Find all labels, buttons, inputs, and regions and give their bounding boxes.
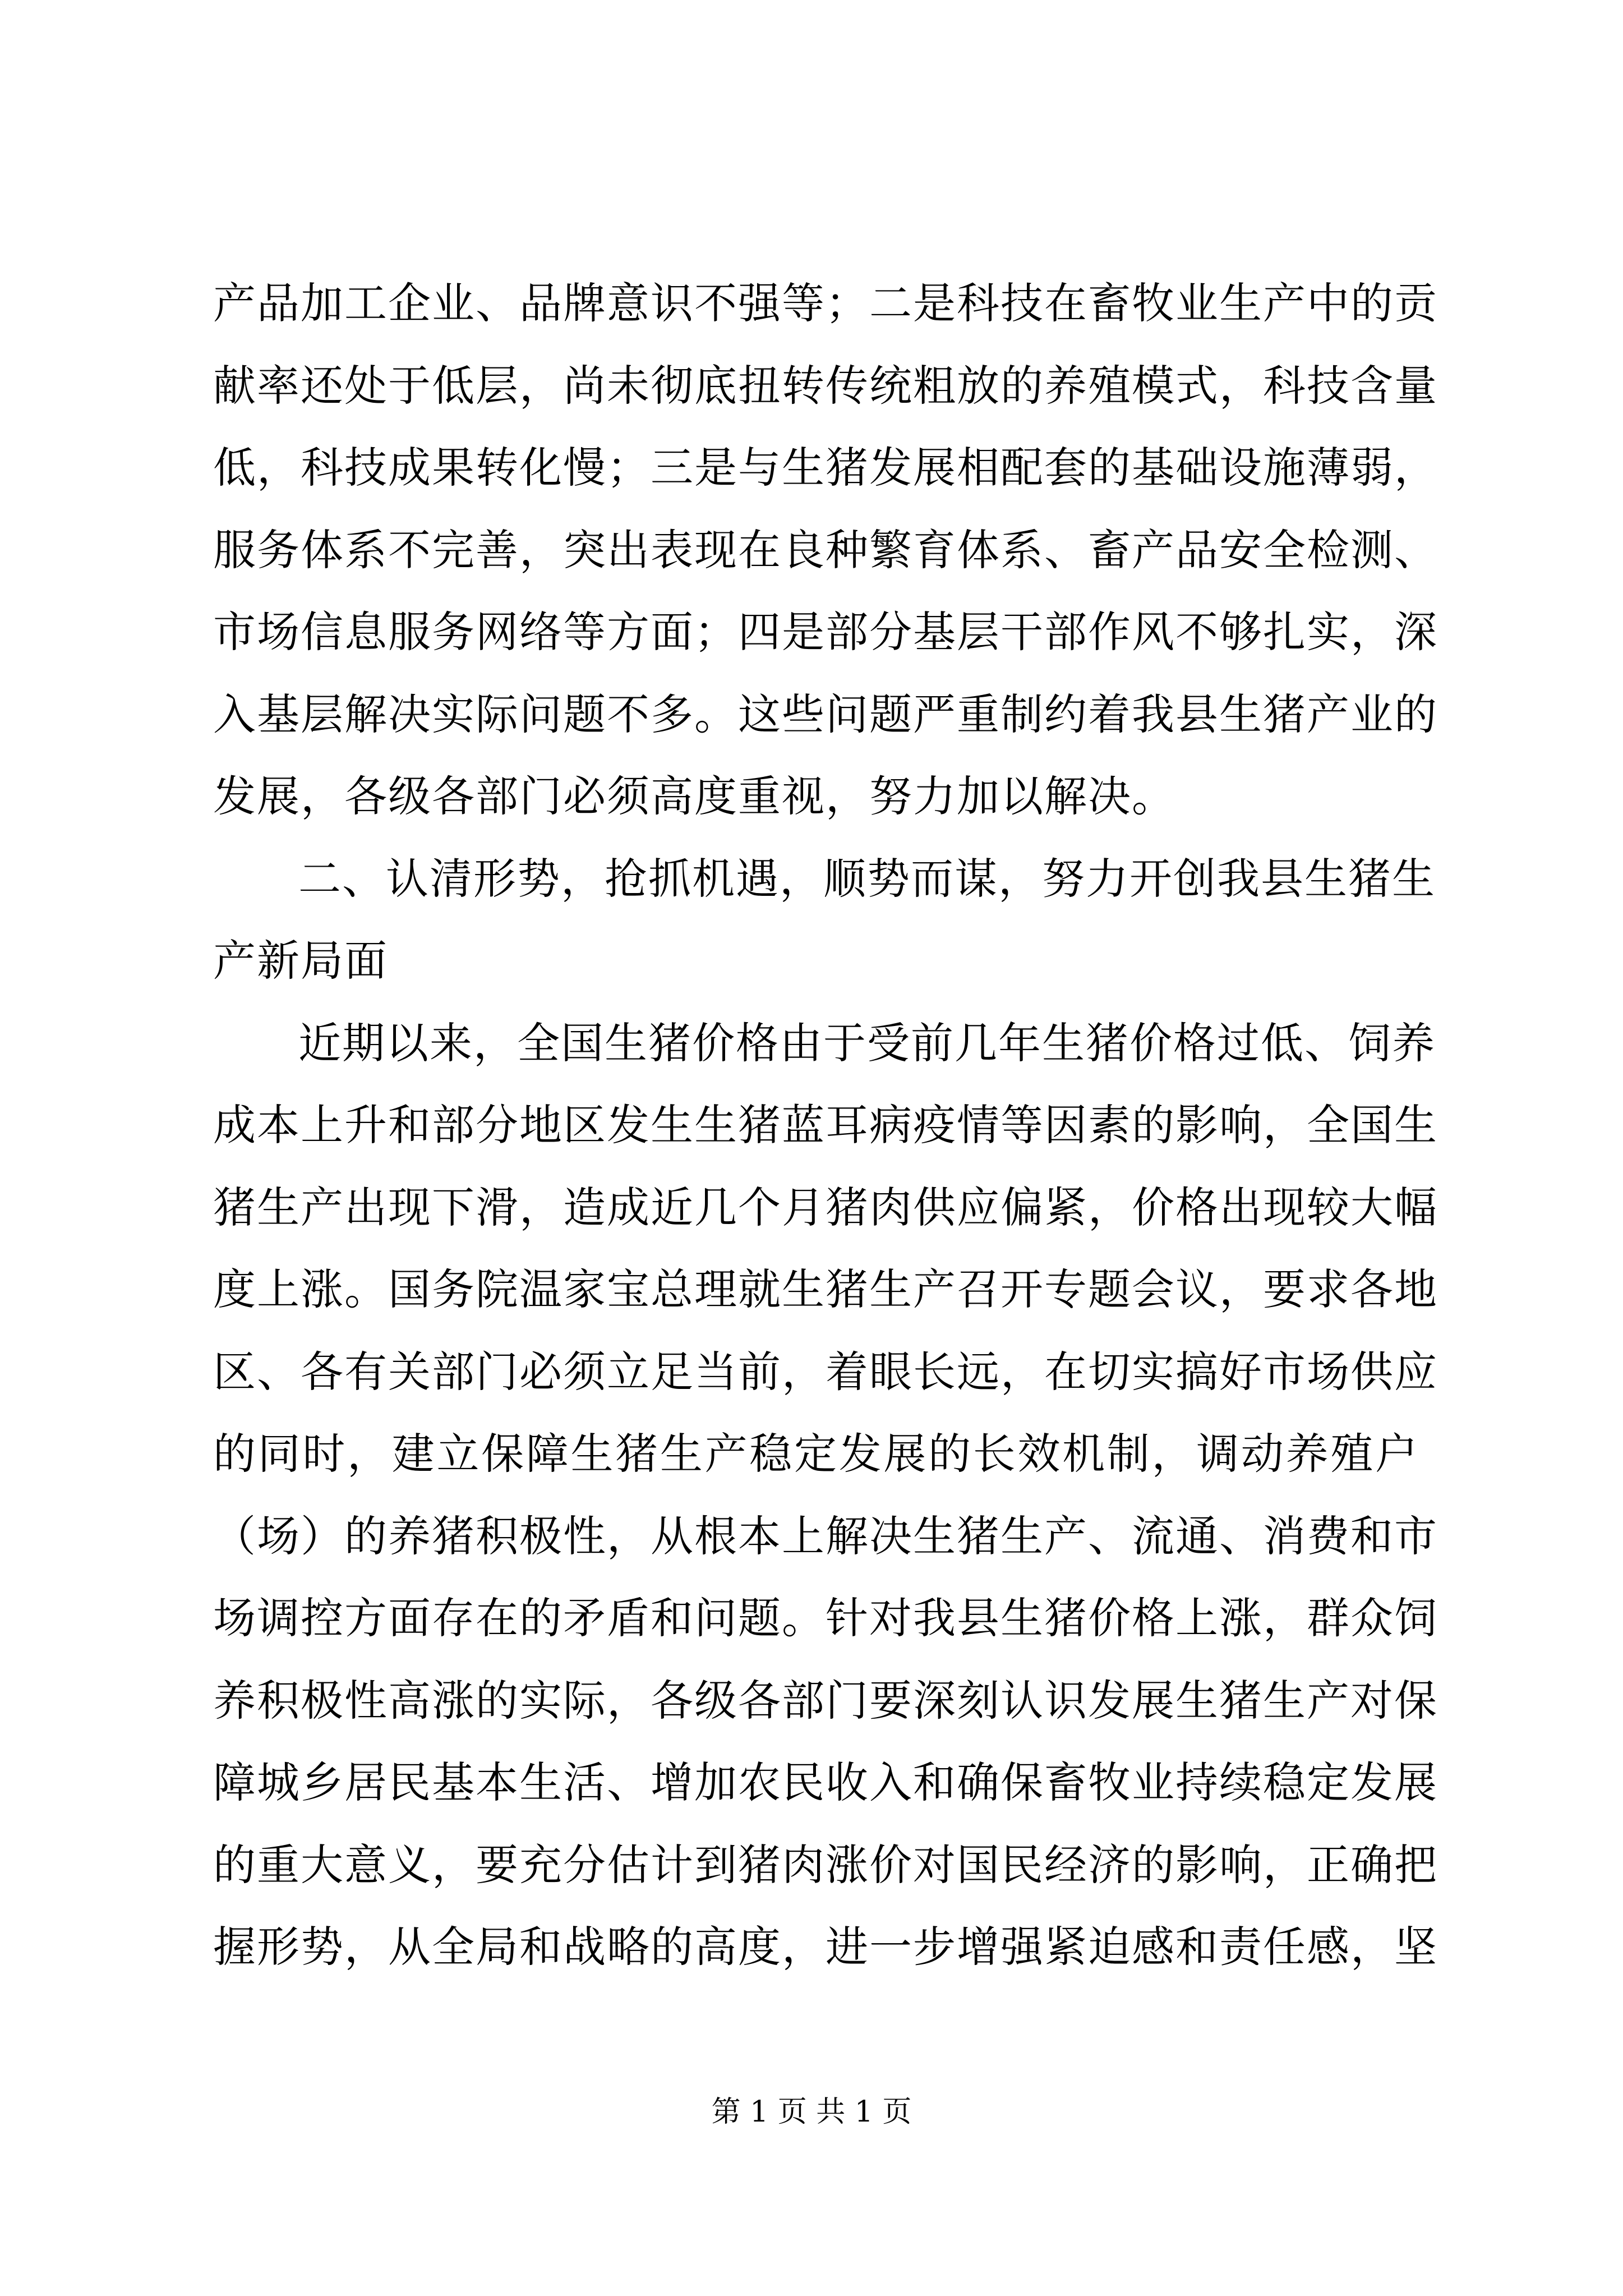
body-line: 入基层解决实际问题不多。这些问题严重制约着我县生猪产业的 (213, 689, 1438, 739)
body-line: 养积极性高涨的实际，各级各部门要深刻认识发展生猪生产对保 (213, 1675, 1438, 1726)
body-line: （场）的养猪积极性，从根本上解决生猪生产、流通、消费和市 (213, 1511, 1438, 1561)
body-line: 近期以来，全国生猪价格由于受前几年生猪价格过低、饲养 (298, 1018, 1436, 1068)
section-heading-line: 产新局面 (213, 936, 388, 986)
body-line: 的重大意义，要充分估计到猪肉涨价对国民经济的影响，正确把 (213, 1839, 1438, 1890)
body-line: 度上涨。国务院温家宝总理就生猪生产召开专题会议，要求各地 (213, 1264, 1438, 1314)
body-line: 的同时，建立保障生猪生产稳定发展的长效机制，调动养殖户 (213, 1429, 1419, 1479)
body-line: 场调控方面存在的矛盾和问题。针对我县生猪价格上涨，群众饲 (213, 1593, 1438, 1643)
section-heading-line: 二、认清形势，抢抓机遇，顺势而谋，努力开创我县生猪生 (298, 853, 1436, 904)
body-line: 猪生产出现下滑，造成近几个月猪肉供应偏紧，价格出现较大幅 (213, 1182, 1438, 1232)
body-line: 献率还处于低层，尚未彻底扭转传统粗放的养殖模式，科技含量 (213, 360, 1438, 411)
body-line: 低，科技成果转化慢；三是与生猪发展相配套的基础设施薄弱， (213, 443, 1438, 493)
body-line: 障城乡居民基本生活、增加农民收入和确保畜牧业持续稳定发展 (213, 1757, 1438, 1807)
body-line: 成本上升和部分地区发生生猪蓝耳病疫情等因素的影响，全国生 (213, 1100, 1438, 1150)
document-body (213, 263, 1438, 1989)
body-line: 区、各有关部门必须立足当前，着眼长远，在切实搞好市场供应 (213, 1346, 1438, 1397)
body-line: 握形势，从全局和战略的高度，进一步增强紧迫感和责任感，坚 (213, 1922, 1438, 1972)
body-line: 市场信息服务网络等方面；四是部分基层干部作风不够扎实，深 (213, 607, 1438, 657)
body-line: 发展，各级各部门必须高度重视，努力加以解决。 (213, 771, 1175, 821)
page-number-footer: 第 1 页 共 1 页 (711, 2095, 912, 2129)
body-line: 服务体系不完善，突出表现在良种繁育体系、畜产品安全检测、 (213, 524, 1438, 575)
body-line: 产品加工企业、品牌意识不强等；二是科技在畜牧业生产中的贡 (213, 278, 1438, 328)
